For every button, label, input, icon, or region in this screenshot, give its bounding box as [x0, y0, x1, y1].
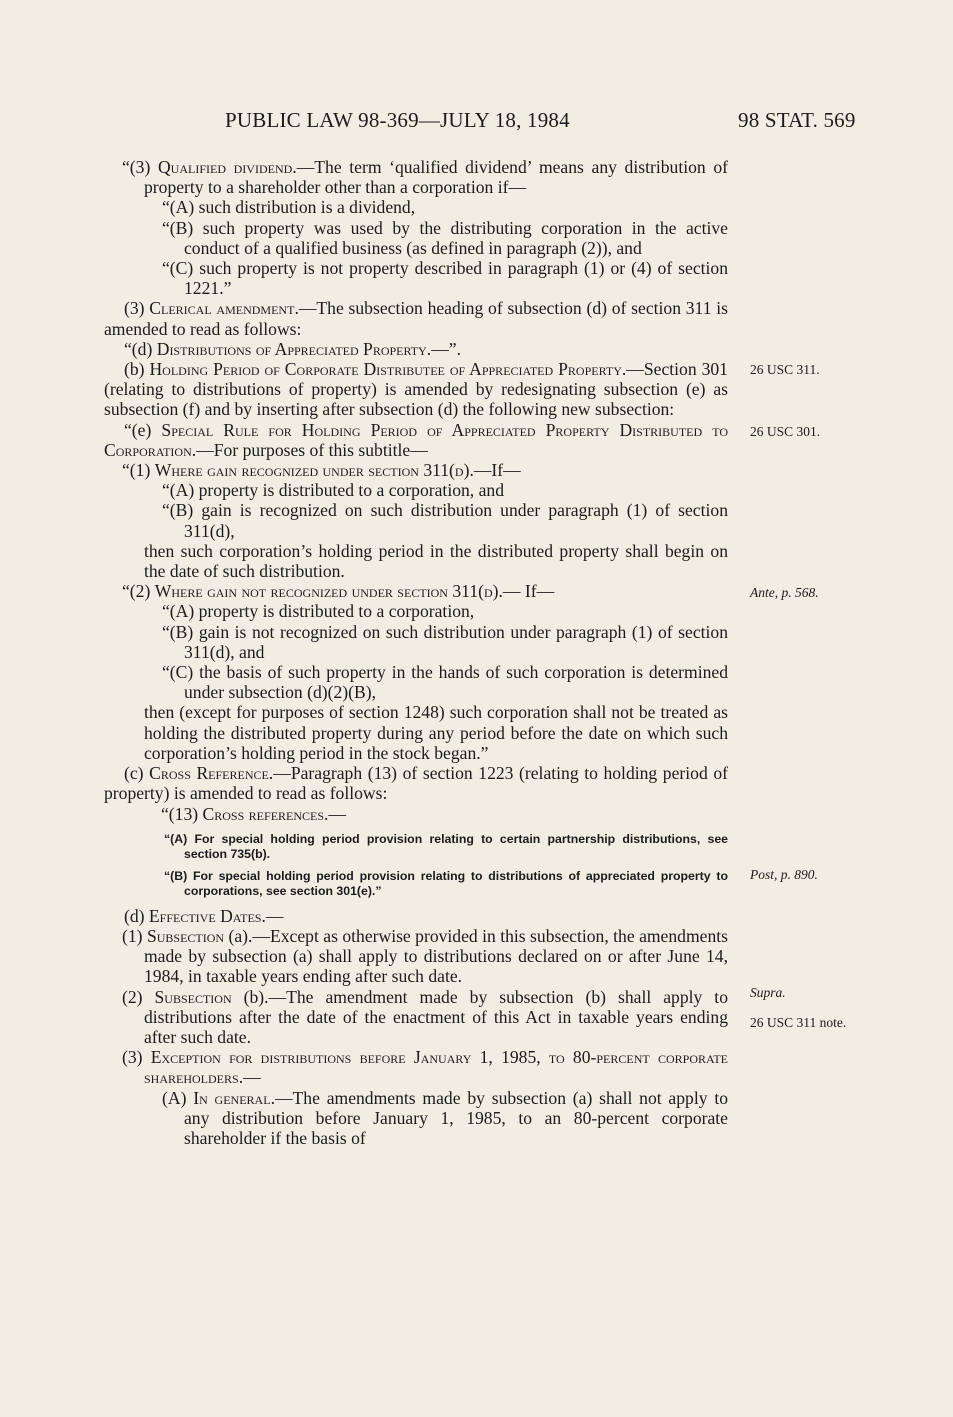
- paragraph: “(13) Cross references.—: [161, 803, 347, 824]
- running-header-title: PUBLIC LAW 98-369—JULY 18, 1984: [225, 108, 570, 132]
- statute-text: [104, 157, 728, 1148]
- paragraph: then (except for purposes of section 1248) such corporation shall not be treated as holding the distributed property during any period before the date on which such corporation’s holding period in the stock began.”: [144, 702, 728, 763]
- margin-note: Supra.: [750, 985, 786, 1000]
- paragraph: (3) Exception for distributions before January 1, 1985, to 80-percent corporate shareholders.—: [122, 1047, 728, 1088]
- paragraph: (c) Cross Reference.—Paragraph (13) of section 1223 (relating to holding period of property) is amended to read as follows:: [104, 763, 728, 804]
- margin-note: Post, p. 890.: [750, 867, 818, 882]
- paragraph: (b) Holding Period of Corporate Distributee of Appreciated Property.—Section 301 (relating to distributions of property) is amended by redesignating subsection (e) as subsection (f) and by inserting after subsection (d) the following new subsection:: [104, 359, 728, 420]
- paragraph: (d) Effective Dates.—: [124, 905, 284, 926]
- paragraph: (3) Clerical amendment.—The subsection heading of subsection (d) of section 311 is amended to read as follows:: [104, 298, 728, 339]
- paragraph: “(e) Special Rule for Holding Period of Appreciated Property Distributed to Corporation.—For purposes of this subtitle—: [104, 419, 728, 460]
- paragraph: “(2) Where gain not recognized under section 311(d).— If—: [122, 581, 555, 602]
- paragraph: “(B) gain is not recognized on such distribution under paragraph (1) of section 311(d), and: [162, 621, 728, 662]
- margin-note: 26 USC 301.: [750, 424, 821, 439]
- paragraph: “(1) Where gain recognized under section 311(d).—If—: [122, 460, 521, 481]
- paragraph: then such corporation’s holding period in the distributed property shall begin on the date of such distribution.: [144, 540, 728, 582]
- running-header-page: 98 STAT. 569: [738, 108, 856, 132]
- paragraph: (1) Subsection (a).—Except as otherwise provided in this subsection, the amendments made by subsection (a) shall apply to distributions declared on or after June 14, 1984, in taxable years ending after such date.: [122, 925, 728, 987]
- paragraph: “(A) property is distributed to a corporation,: [162, 601, 475, 622]
- paragraph: “(A) such distribution is a dividend,: [162, 197, 416, 218]
- paragraph: “(C) such property is not property described in paragraph (1) or (4) of section 1221.”: [162, 258, 728, 299]
- paragraph: (A) In general.—The amendments made by subsection (a) shall not apply to any distribution before January 1, 1985, to an 80-percent corporate shareholder if the basis of: [162, 1087, 728, 1148]
- paragraph: “(3) Qualified dividend.—The term ‘qualified dividend’ means any distribution of property to a shareholder other than a corporation if—: [122, 157, 728, 198]
- paragraph: “(B) gain is recognized on such distribution under paragraph (1) of section 311(d),: [162, 500, 728, 541]
- margin-note: Ante, p. 568.: [750, 585, 819, 600]
- margin-note: 26 USC 311.: [750, 362, 820, 377]
- paragraph: “(B) such property was used by the distributing corporation in the active conduct of a qualified business (as defined in paragraph (2)), and: [162, 217, 728, 258]
- cross-reference-note: “(A) For special holding period provision relating to certain partnership distributions, see section 735(b).: [164, 831, 728, 862]
- paragraph: “(d) Distributions of Appreciated Property.—”.: [124, 338, 461, 359]
- paragraph: “(C) the basis of such property in the hands of such corporation is determined under subsection (d)(2)(B),: [162, 662, 728, 703]
- paragraph: “(A) property is distributed to a corporation, and: [162, 480, 505, 501]
- cross-reference-note: “(B) For special holding period provision relating to distributions of appreciated property to corporations, see section 301(e).”: [164, 868, 728, 899]
- paragraph: (2) Subsection (b).—The amendment made by subsection (b) shall apply to distributions after the date of the enactment of this Act in taxable years ending after such date.: [122, 986, 728, 1047]
- margin-note: 26 USC 311 note.: [750, 1015, 847, 1030]
